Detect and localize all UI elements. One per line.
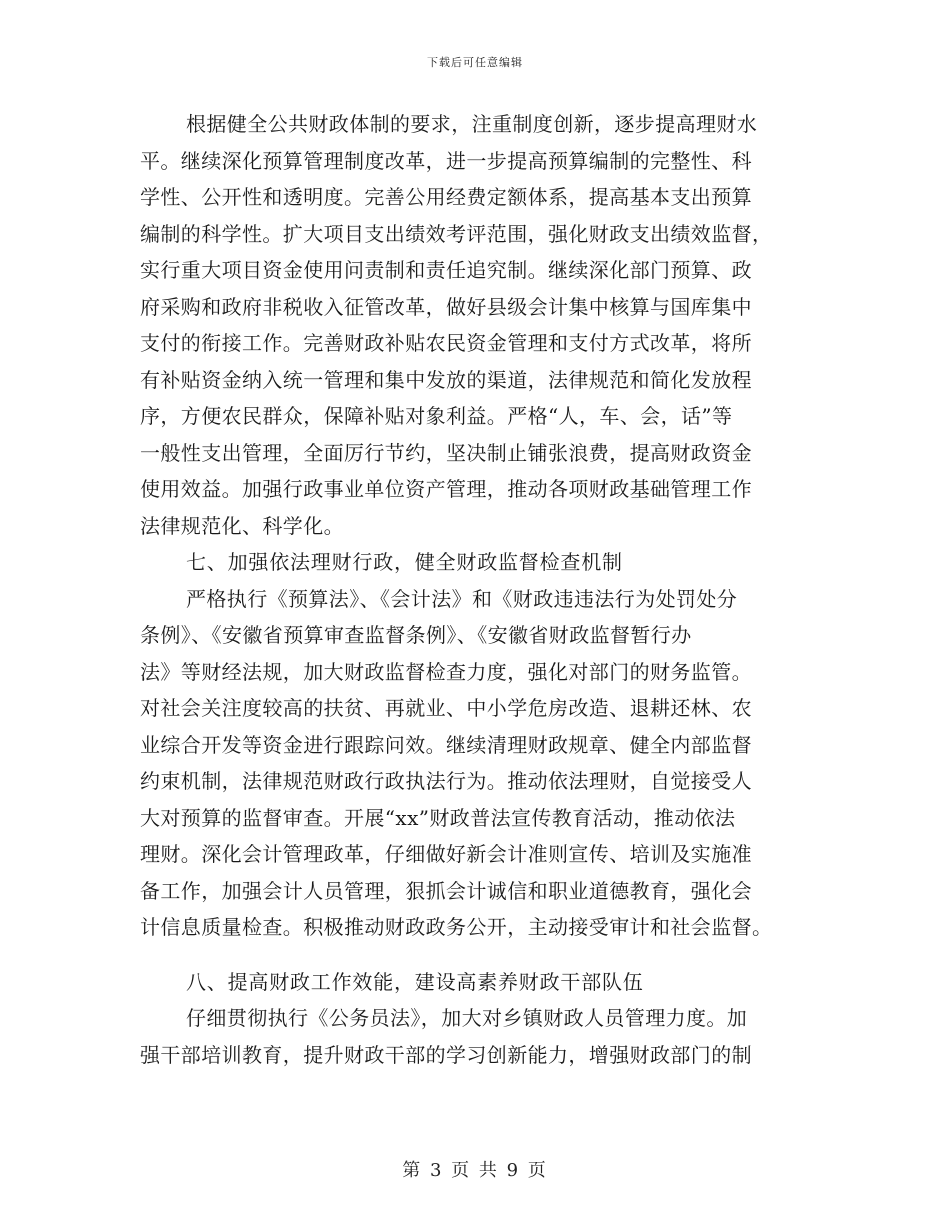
paragraph-line: 严格执行《预算法》、《会计法》和《财政违违法行为处罚处分 [186, 586, 738, 611]
paragraph-line: 府采购和政府非税收入征管改革，做好县级会计集中核算与国库集中 [140, 294, 752, 319]
paragraph-line: 编制的科学性。扩大项目支出绩效考评范围，强化财政支出绩效监督， [140, 221, 773, 246]
paragraph-line: 一般性支出管理，全面厉行节约，坚决制止铺张浪费，提高财政资金 [140, 440, 752, 465]
paragraph-line: 备工作，加强会计人员管理，狠抓会计诚信和职业道德教育，强化会 [140, 878, 752, 903]
paragraph-line: 实行重大项目资金使用问责制和责任追究制。继续深化部门预算、政 [140, 258, 752, 282]
page-number: 第 3 页 共 9 页 [402, 1160, 548, 1181]
paragraph-line: 支付的衔接工作。完善财政补贴农民资金管理和支付方式改革，将所 [140, 331, 752, 355]
paragraph-line: 大对预算的监督审查。开展“xx”财政普法宣传教育活动，推动依法 [140, 805, 736, 830]
paragraph-line: 业综合开发等资金进行跟踪问效。继续清理财政规章、健全内部监督 [140, 732, 752, 757]
paragraph-line: 理财。深化会计管理政革，仔细做好新会计准则宣传、培训及实施准 [140, 842, 752, 866]
paragraph-line: 强干部培训教育，提升财政干部的学习创新能力，增强财政部门的制 [140, 1042, 752, 1067]
document-body [140, 106, 810, 1073]
paragraph-line: 仔细贯彻执行《公务员法》，加大对乡镇财政人员管理力度。加 [186, 1006, 748, 1030]
paragraph-line: 法》等财经法规，加大财政监督检查力度，强化对部门的财务监管。 [140, 659, 752, 684]
section-heading-8: 八、提高财政工作效能，建设高素养财政干部队伍 [186, 969, 644, 994]
paragraph-line: 有补贴资金纳入统一管理和集中发放的渠道，法律规范和简化发放程 [140, 367, 752, 392]
paragraph-line: 条例》、《安徽省预算审查监督条例》、《安徽省财政监督暂行办 [140, 623, 692, 647]
page-header: 下载后可任意编辑 [427, 56, 523, 69]
paragraph-line: 对社会关注度较高的扶贫、再就业、中小学危房改造、退耕还林、农 [140, 696, 752, 720]
paragraph-line: 平。继续深化预算管理制度改革，进一步提高预算编制的完整性、科 [140, 148, 752, 173]
paragraph-line: 序，方便农民群众，保障补贴对象利益。严格“人，车、会，话”等 [140, 404, 733, 428]
paragraph-line: 法律规范化、科学化。 [140, 513, 344, 538]
section-heading-7: 七、加强依法理财行政，健全财政监督检查机制 [186, 550, 623, 574]
paragraph-spacer [140, 946, 810, 964]
paragraph-line: 约束机制，法律规范财政行政执法行为。推动依法理财，自觉接受人 [140, 769, 752, 793]
paragraph-line: 学性、公开性和透明度。完善公用经费定额体系，提高基本支出预算 [140, 185, 752, 209]
paragraph-line: 使用效益。加强行政事业单位资产管理，推动各项财政基础管理工作 [140, 477, 752, 501]
paragraph-line: 计信息质量检查。积极推动财政政务公开，主动接受审计和社会监督。 [140, 915, 773, 939]
paragraph-line: 根据健全公共财政体制的要求，注重制度创新，逐步提高理财水 [186, 112, 758, 136]
